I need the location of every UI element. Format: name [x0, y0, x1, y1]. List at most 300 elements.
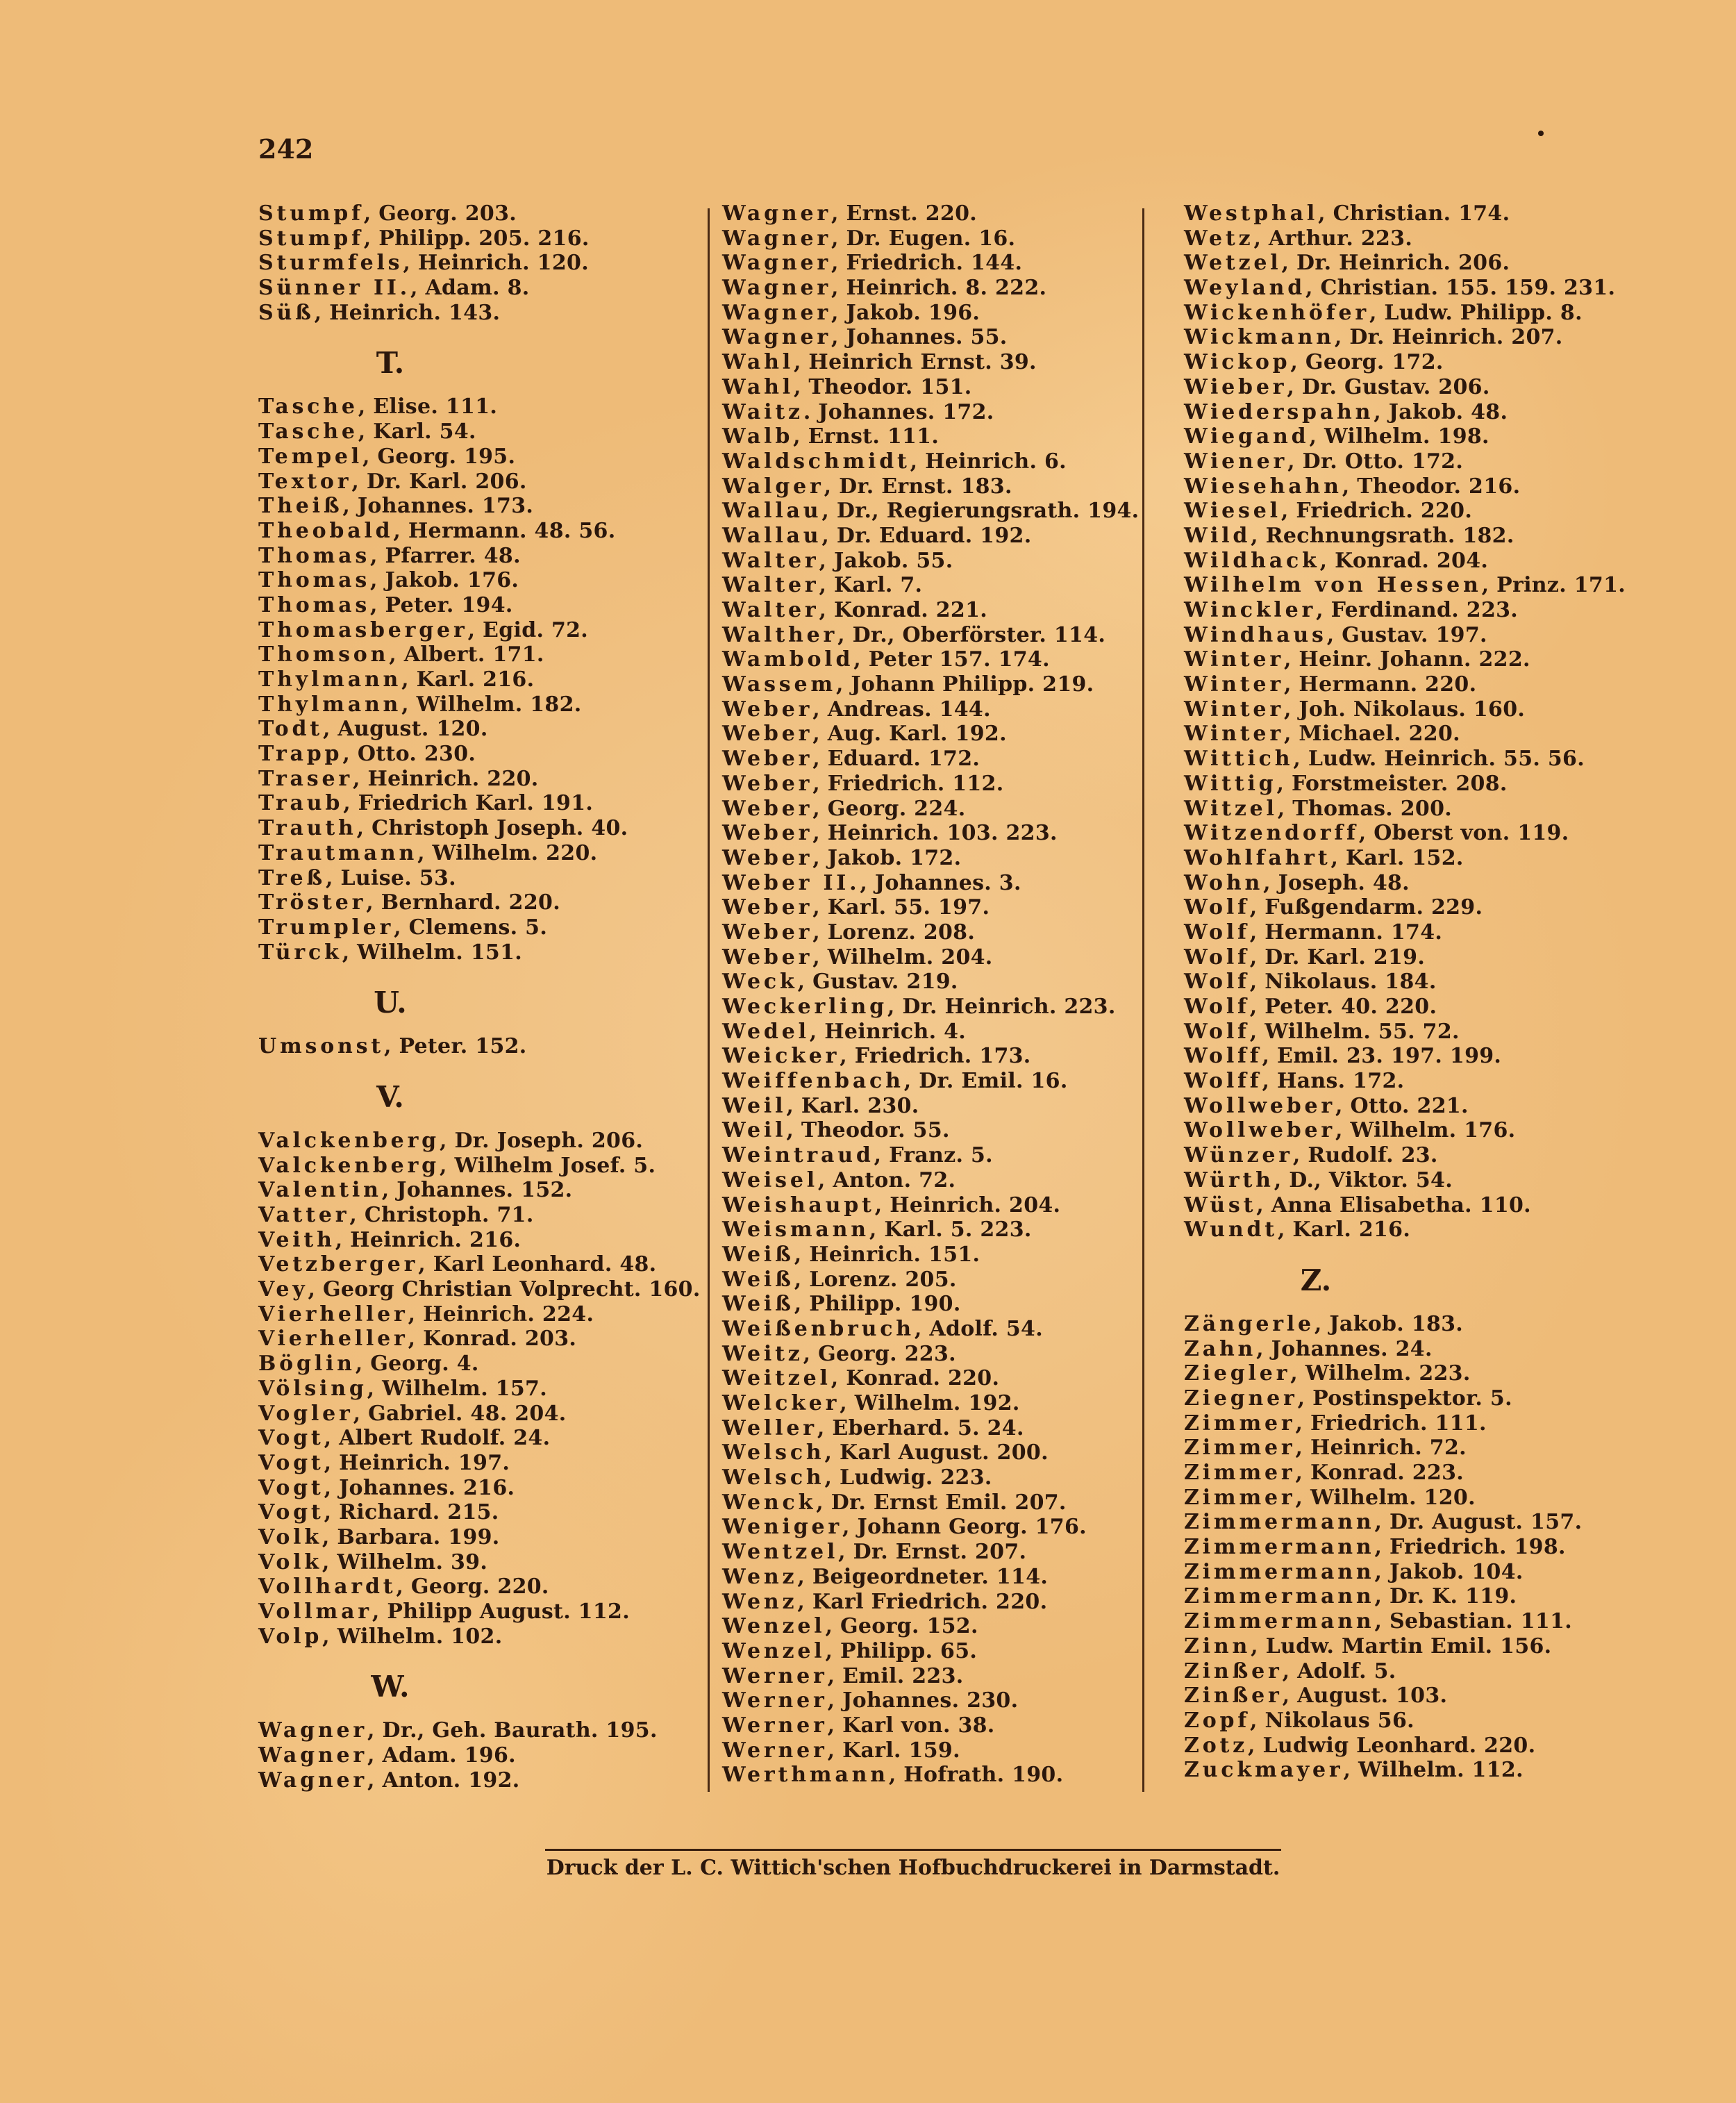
index-entry [258, 519, 696, 544]
index-entry [722, 772, 1139, 797]
entry-details: , Wilhelm. 120. [1295, 1485, 1476, 1510]
entry-details: , Karl. 152. [1330, 845, 1464, 870]
entry-surname: Valckenberg [258, 1153, 440, 1178]
entry-surname: Volp [258, 1624, 323, 1649]
entry-surname: Wildhack [1184, 548, 1320, 573]
index-entry [1184, 1436, 1614, 1461]
entry-surname: Textor [258, 469, 352, 494]
entry-surname: Völsing [258, 1376, 367, 1401]
index-entry [1184, 1020, 1614, 1045]
index-entry [1184, 1486, 1614, 1511]
entry-surname: Zuckmayer [1184, 1758, 1344, 1783]
entry-surname: Wolf [1184, 920, 1250, 945]
entry-surname: Trautmann [258, 840, 418, 865]
entry-details: , Adam. 196. [367, 1743, 516, 1768]
entry-surname: Wolf [1184, 945, 1250, 970]
entry-details: , Emil. 23. 197. 199. [1262, 1044, 1502, 1069]
entry-surname: Walger [722, 474, 824, 499]
entry-details: , Heinrich. 72. [1295, 1436, 1467, 1461]
entry-details: , Dr. Heinrich. 206. [1281, 251, 1510, 276]
entry-surname: Zinn [1184, 1634, 1251, 1659]
index-entry [1184, 1217, 1614, 1242]
entry-surname: Sturmfels [258, 251, 403, 276]
entry-surname: Weber [722, 895, 813, 920]
entry-details: , Jakob. 183. [1314, 1311, 1464, 1336]
entry-surname: Wohn [1184, 870, 1264, 895]
section-letter-heading: W. [371, 1670, 410, 1704]
entry-details: , Heinrich. 4. [809, 1019, 967, 1044]
entry-details: , Dr. Heinrich. 223. [887, 995, 1116, 1019]
entry-surname: Vierheller [258, 1302, 408, 1327]
section-letter-heading: T. [376, 346, 405, 381]
entry-surname: Wahl [722, 374, 794, 399]
entry-details: , Lorenz. 205. [794, 1267, 957, 1292]
entry-surname: Zinßer [1184, 1659, 1283, 1684]
entry-surname: Zimmer [1184, 1461, 1296, 1485]
index-entry [258, 618, 696, 643]
entry-surname: Westphal [1184, 201, 1319, 226]
entry-surname: Weniger [722, 1515, 843, 1540]
index-entry [1184, 1535, 1614, 1560]
index-entry [722, 1465, 1139, 1490]
entry-details: , Dr., Geh. Baurath. 195. [367, 1718, 658, 1743]
entry-details: , Dr. Ernst Emil. 207. [816, 1490, 1067, 1515]
entry-surname: Theobald [258, 518, 394, 543]
column-divider [1142, 208, 1144, 1792]
entry-details: , Philipp. 205. 216. [363, 226, 590, 251]
entry-details: , Friedrich Karl. 191. [343, 791, 594, 816]
index-entry [722, 821, 1139, 846]
entry-surname: Winter [1184, 697, 1284, 722]
entry-surname: Weckerling [722, 995, 887, 1019]
entry-surname: Werner [722, 1688, 828, 1713]
entry-details: , Anna Elisabetha. 110. [1256, 1192, 1531, 1217]
entry-details: , Heinrich. 220. [352, 766, 539, 791]
entry-details: , Gabriel. 48. 204. [353, 1401, 567, 1426]
index-entry [1184, 945, 1614, 970]
entry-details: , Johannes. 55. [831, 325, 1008, 350]
entry-surname: Tasche [258, 419, 358, 444]
index-entry [1184, 1510, 1614, 1535]
index-entry [722, 1044, 1139, 1069]
entry-surname: Weil [722, 1093, 787, 1118]
index-entry [258, 1129, 696, 1154]
index-entry [722, 697, 1139, 722]
entry-details: , Karl. 7. [819, 573, 923, 598]
index-entry [722, 549, 1139, 574]
entry-surname: Wüst [1184, 1192, 1257, 1217]
index-entry [722, 1590, 1139, 1615]
entry-details: , Wilhelm. 204. [812, 945, 993, 970]
entry-details: , Clemens. 5. [394, 915, 548, 940]
entry-details: , Emil. 223. [827, 1663, 964, 1688]
entry-details: , Postinspektor. 5. [1297, 1386, 1512, 1411]
entry-details: , Wilhelm. 151. [342, 940, 523, 965]
entry-surname: Weiffenbach [722, 1069, 904, 1094]
entry-details: , Gustav. 197. [1326, 622, 1487, 647]
entry-surname: Wiener [1184, 449, 1288, 474]
index-entry [258, 1599, 696, 1624]
index-entry [1184, 375, 1614, 400]
entry-surname: Wassem [722, 672, 836, 697]
entry-surname: Wolff [1184, 1069, 1262, 1094]
index-entry [722, 1069, 1139, 1094]
index-entry [1184, 697, 1614, 722]
index-entry [722, 1713, 1139, 1738]
index-entry [1184, 1609, 1614, 1634]
index-entry [258, 301, 696, 326]
entry-surname: Weishaupt [722, 1192, 875, 1217]
index-entry [1184, 226, 1614, 251]
page-number: 242 [258, 133, 314, 165]
index-entry [258, 1402, 696, 1427]
entry-surname: Weber [722, 920, 813, 945]
entry-details: , Heinrich. 216. [335, 1227, 521, 1252]
entry-surname: Wollweber [1184, 1093, 1336, 1118]
entry-surname: Wickenhöfer [1184, 300, 1369, 325]
entry-surname: Wolf [1184, 970, 1250, 995]
entry-details: , Wilhelm. 102. [322, 1624, 503, 1649]
entry-details: , Thomas. 200. [1277, 796, 1453, 821]
entry-surname: Wentzel [722, 1540, 839, 1565]
entry-surname: Walter [722, 573, 819, 598]
entry-details: , Karl. 159. [827, 1738, 960, 1763]
section-letter-heading: V. [376, 1079, 404, 1114]
entry-details: , Adolf. 54. [914, 1316, 1043, 1341]
entry-surname: Waitz [722, 399, 803, 424]
entry-details: , Georg Christian Volprecht. 160. [308, 1277, 701, 1302]
index-entry [722, 1168, 1139, 1193]
index-entry [1184, 722, 1614, 747]
column-divider [708, 208, 710, 1792]
entry-surname: Weismann [722, 1217, 869, 1242]
entry-surname: Trauth [258, 816, 357, 841]
section-letter-heading: Z. [1300, 1263, 1332, 1297]
entry-details: , Pfarrer. 48. [370, 543, 521, 568]
index-entry [258, 692, 696, 717]
index-entry [1184, 1361, 1614, 1386]
index-entry [258, 444, 696, 469]
index-entry [258, 1352, 696, 1377]
index-column-1 [258, 201, 701, 1793]
index-entry [258, 1768, 696, 1793]
index-entry [722, 226, 1139, 251]
index-entry [1184, 524, 1614, 549]
index-entry [258, 767, 696, 792]
entry-surname: Weicker [722, 1044, 840, 1069]
entry-surname: Trapp [258, 742, 343, 767]
entry-surname: Welsch [722, 1440, 825, 1465]
entry-surname: Weber [722, 747, 813, 772]
index-entry [1184, 499, 1614, 524]
index-entry [1184, 301, 1614, 326]
entry-details: , Hermann. 220. [1283, 672, 1477, 697]
entry-surname: Veith [258, 1227, 335, 1252]
index-entry [1184, 1143, 1614, 1168]
index-entry [722, 301, 1139, 326]
entry-surname: Tröster [258, 890, 367, 915]
entry-surname: Wenz [722, 1564, 798, 1589]
entry-details: , D., Viktor. 54. [1274, 1167, 1453, 1192]
entry-details: , Johannes. 216. [324, 1475, 515, 1500]
entry-surname: Wiederspahn [1184, 399, 1374, 424]
entry-surname: Weitz [722, 1341, 803, 1366]
entry-surname: Zahn [1184, 1336, 1257, 1361]
entry-surname: Wickop [1184, 350, 1291, 375]
index-entry [258, 1550, 696, 1575]
index-entry [1184, 400, 1614, 425]
index-entry [258, 1574, 696, 1599]
entry-details: , Jakob. 48. [1374, 399, 1508, 424]
entry-surname: Waldschmidt [722, 449, 910, 474]
entry-surname: Weißenbruch [722, 1316, 915, 1341]
index-entry [722, 1242, 1139, 1267]
entry-surname: Valentin [258, 1178, 382, 1203]
index-entry [722, 1540, 1139, 1565]
entry-details: , Dr., Regierungsrath. 194. [821, 499, 1140, 524]
index-entry [1184, 920, 1614, 945]
entry-surname: Wetz [1184, 226, 1254, 251]
index-entry [258, 593, 696, 618]
entry-details: , Albert Rudolf. 24. [324, 1426, 551, 1451]
entry-details: , Dr. Joseph. 206. [439, 1128, 644, 1153]
entry-surname: Vogt [258, 1450, 324, 1475]
entry-surname: Zimmermann [1184, 1584, 1375, 1609]
index-entry [258, 940, 696, 965]
entry-surname: Zimmermann [1184, 1559, 1375, 1584]
entry-surname: Ziegler [1184, 1361, 1291, 1386]
entry-details: , Heinrich. 120. [403, 251, 589, 276]
entry-details: , Georg. 223. [803, 1341, 956, 1366]
index-entry [1184, 1044, 1614, 1069]
entry-details: , Dr. Emil. 16. [903, 1069, 1068, 1094]
entry-surname: Thomson [258, 642, 390, 667]
index-column-2 [722, 201, 1139, 1788]
index-entry [722, 251, 1139, 276]
entry-details: , Dr., Oberförster. 114. [837, 622, 1106, 647]
entry-details: , Rechnungsrath. 182. [1251, 523, 1514, 548]
entry-details: , Heinrich. 8. 222. [831, 276, 1047, 301]
index-entry [722, 1020, 1139, 1045]
entry-surname: Wagner [258, 1743, 368, 1768]
index-entry [722, 499, 1139, 524]
entry-details: , Theodor. 151. [793, 374, 972, 399]
index-entry [722, 672, 1139, 697]
entry-details: , Konrad. 204. [1319, 548, 1489, 573]
index-entry [722, 350, 1139, 375]
entry-details: , August. 103. [1282, 1684, 1448, 1709]
index-entry [722, 449, 1139, 474]
entry-surname: Wallau [722, 523, 822, 548]
entry-surname: Valckenberg [258, 1128, 440, 1153]
index-entry [258, 201, 696, 226]
entry-details: , Georg. 220. [396, 1574, 549, 1599]
index-entry [1184, 797, 1614, 822]
entry-surname: Volk [258, 1524, 322, 1549]
entry-details: , Friedrich. 111. [1295, 1411, 1487, 1436]
entry-details: , Joseph. 48. [1263, 870, 1410, 895]
entry-surname: Welsch [722, 1465, 825, 1490]
index-entry [258, 394, 696, 419]
index-entry [258, 1154, 696, 1179]
entry-details: , Otto. 230. [342, 742, 476, 767]
index-entry [258, 642, 696, 667]
index-entry [1184, 1411, 1614, 1436]
entry-surname: Todt [258, 717, 323, 742]
index-entry [258, 841, 696, 866]
entry-surname: Weber II. [722, 870, 860, 895]
entry-details: , Lorenz. 208. [812, 920, 976, 945]
entry-details: , Wilhelm. 112. [1343, 1758, 1524, 1783]
entry-surname: Wenz [722, 1589, 798, 1614]
entry-details: , Bernhard. 220. [366, 890, 560, 915]
entry-surname: Wagner [722, 325, 832, 350]
index-entry [1184, 1069, 1614, 1094]
entry-surname: Wieber [1184, 374, 1287, 399]
entry-details: , Prinz. 171. [1481, 573, 1626, 598]
entry-surname: Wagner [722, 276, 832, 301]
entry-surname: Wolf [1184, 1019, 1250, 1044]
entry-surname: Vetzberger [258, 1252, 419, 1277]
entry-surname: Zängerle [1184, 1311, 1314, 1336]
index-entry [258, 1525, 696, 1550]
entry-details: , Ludwig. 223. [824, 1465, 992, 1490]
index-entry [722, 1490, 1139, 1515]
entry-details: , Friedrich. 173. [840, 1044, 1031, 1069]
index-entry [722, 1193, 1139, 1218]
entry-surname: Vogt [258, 1500, 324, 1525]
entry-surname: Tempel [258, 444, 362, 469]
entry-surname: Walb [722, 424, 794, 449]
index-entry [722, 474, 1139, 499]
index-entry [258, 1327, 696, 1352]
entry-surname: Würth [1184, 1167, 1274, 1192]
entry-details: , Wilhelm. 182. [401, 692, 582, 717]
entry-details: , Hofrath. 190. [888, 1763, 1064, 1788]
entry-surname: Traub [258, 791, 344, 816]
index-entry [258, 226, 696, 251]
entry-surname: Thomas [258, 592, 371, 617]
entry-details: , Eduard. 172. [812, 747, 980, 772]
entry-surname: Wetzel [1184, 251, 1282, 276]
entry-details: , Hermann. 48. 56. [393, 518, 616, 543]
entry-surname: Sünner II. [258, 276, 410, 301]
entry-surname: Vogt [258, 1426, 324, 1451]
entry-details: , Johannes. 24. [1256, 1336, 1433, 1361]
entry-details: , Ludw. Heinrich. 55. 56. [1293, 747, 1585, 772]
index-entry [722, 1639, 1139, 1664]
entry-surname: Wolf [1184, 895, 1250, 920]
entry-details: , Theodor. 55. [786, 1118, 950, 1143]
index-entry [258, 1034, 696, 1059]
index-entry [1184, 871, 1614, 896]
entry-details: , Christoph. 71. [349, 1203, 534, 1227]
index-entry [722, 400, 1139, 425]
entry-details: , Johann Georg. 176. [842, 1515, 1087, 1540]
entry-details: , Karl Friedrich. 220. [797, 1589, 1048, 1614]
entry-details: , Wilhelm. 157. [367, 1376, 547, 1401]
index-entry [258, 791, 696, 816]
entry-details: , Heinrich Ernst. 39. [793, 350, 1037, 375]
entry-surname: Vierheller [258, 1327, 408, 1352]
entry-surname: Wagner [258, 1768, 368, 1793]
index-entry [722, 1515, 1139, 1540]
index-entry [722, 1614, 1139, 1639]
index-entry [722, 995, 1139, 1020]
entry-surname: Weiß [722, 1267, 794, 1292]
entry-surname: Wenzel [722, 1614, 826, 1639]
entry-details: , Andreas. 144. [812, 697, 991, 722]
entry-surname: Thomas [258, 543, 371, 568]
printer-imprint: Druck der L. C. Wittich'schen Hofbuchdruckerei in Darmstadt. [546, 1856, 1280, 1880]
index-entry [722, 1342, 1139, 1367]
entry-details: , Adolf. 5. [1282, 1659, 1396, 1684]
entry-details: , Friedrich. 198. [1374, 1535, 1566, 1560]
entry-details: , Aug. Karl. 192. [812, 722, 1007, 747]
index-entry [1184, 1094, 1614, 1119]
entry-details: , Dr. K. 119. [1374, 1584, 1517, 1609]
entry-details: , Heinrich. 103. 223. [812, 821, 1058, 846]
index-entry [1184, 449, 1614, 474]
index-entry [258, 544, 696, 569]
index-entry [258, 742, 696, 767]
entry-surname: Zimmermann [1184, 1609, 1375, 1634]
entry-details: , Karl. 216. [401, 667, 535, 692]
entry-details: , Elise. 111. [358, 394, 498, 419]
index-entry [1184, 895, 1614, 920]
entry-details: , Heinrich. 224. [408, 1302, 594, 1327]
index-entry [722, 970, 1139, 995]
ink-speck [1538, 131, 1544, 136]
entry-details: , Jakob. 172. [812, 845, 962, 870]
entry-surname: Ziegner [1184, 1386, 1298, 1411]
index-entry [1184, 970, 1614, 995]
entry-details: , Dr. Eugen. 16. [831, 226, 1016, 251]
entry-details: , Michael. 220. [1283, 722, 1460, 747]
entry-details: , Nikolaus. 184. [1249, 970, 1437, 995]
entry-details: , Christian. 174. [1318, 201, 1510, 226]
entry-surname: Witzel [1184, 796, 1278, 821]
index-entry [722, 1118, 1139, 1143]
index-entry [258, 1476, 696, 1501]
entry-surname: Wenck [722, 1490, 817, 1515]
index-entry [722, 1688, 1139, 1713]
entry-surname: Wickmann [1184, 325, 1335, 350]
entry-details: , Ludwig Leonhard. 220. [1248, 1733, 1536, 1758]
index-entry [1184, 424, 1614, 449]
entry-details: , Johannes. 152. [381, 1178, 573, 1203]
entry-details: , Philipp August. 112. [372, 1599, 630, 1624]
index-entry [258, 1277, 701, 1302]
index-entry [258, 419, 696, 444]
index-entry [722, 1738, 1139, 1763]
index-entry [1184, 573, 1626, 598]
entry-surname: Welcker [722, 1391, 840, 1415]
entry-surname: Weiß [722, 1292, 794, 1317]
entry-details: , Dr. Eduard. 192. [821, 523, 1032, 548]
entry-details: , Wilhelm. 198. [1309, 424, 1489, 449]
index-entry [722, 1217, 1139, 1242]
entry-surname: Weil [722, 1118, 787, 1143]
entry-details: , Luise. 53. [326, 865, 456, 890]
index-entry [258, 1252, 696, 1277]
entry-details: , Philipp. 190. [794, 1292, 961, 1317]
index-entry [1184, 1312, 1614, 1337]
index-entry [722, 1143, 1139, 1168]
index-entry [722, 375, 1139, 400]
entry-surname: Stumpf [258, 226, 364, 251]
entry-surname: Thylmann [258, 667, 402, 692]
